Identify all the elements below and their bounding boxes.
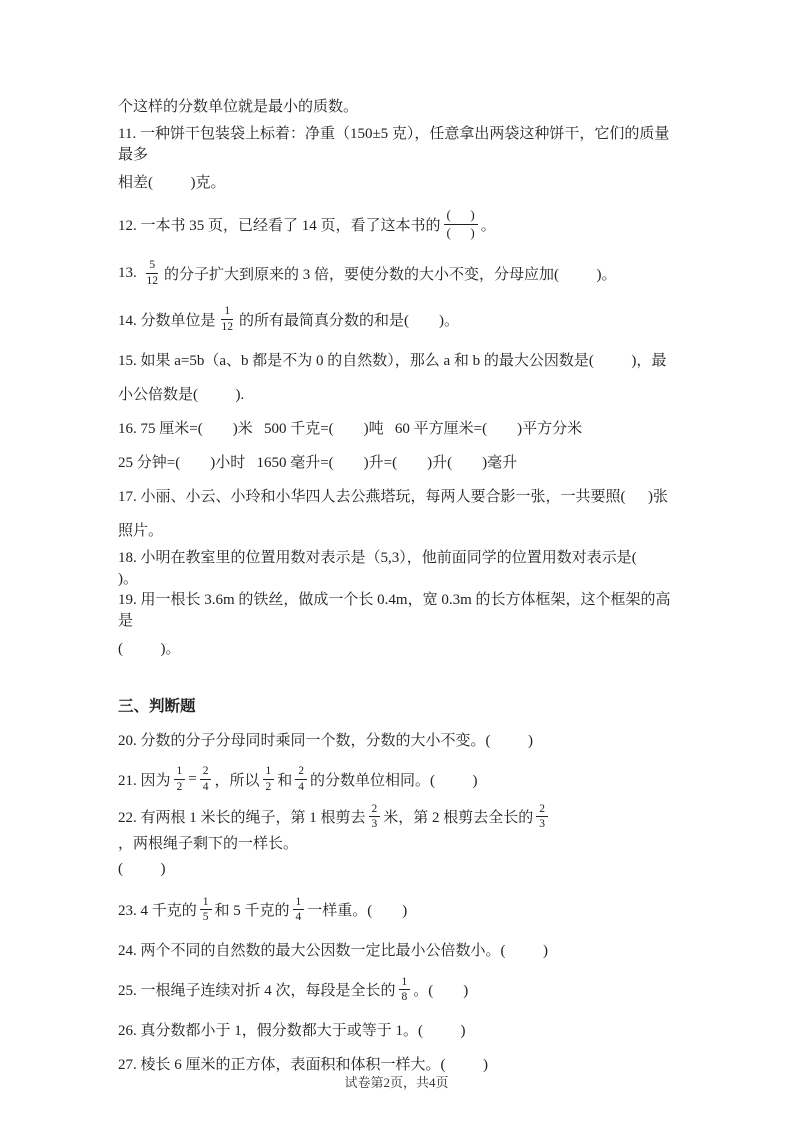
question-line [118,546,680,588]
fraction-numerator: 2 [369,802,381,817]
question-line [118,342,680,376]
fraction-numerator: 2 [295,764,307,779]
fraction [144,258,162,288]
fraction [263,764,275,794]
text-run: 个这样的分数单位就是最小的质数。 [118,98,359,115]
text-run: 14. 分数单位是 [118,312,216,329]
fraction [369,802,381,832]
question-line [118,630,680,664]
page-footer: 试卷第2页，共4页 [344,1075,449,1090]
text-run: ( ) [118,861,166,878]
text-run: 一样重。( ) [307,903,408,920]
fraction-denominator: 5 [202,911,209,924]
text-run: 的所有最简真分数的和是( )。 [239,312,460,329]
question-line [118,444,680,478]
blank-fraction [444,207,478,241]
fraction-denominator: 2 [176,780,183,793]
fraction-numerator: 1 [263,764,275,779]
question-line [118,376,680,410]
question-line [118,122,680,164]
text-run: 27. 棱长 6 厘米的正方体，表面积和体积一样大。( ) [118,1057,488,1074]
text-run: 24. 两个不同的自然数的最大公因数一定比最小公倍数小。( ) [118,943,548,960]
fraction [219,304,237,334]
fraction-denominator: 8 [401,991,408,1004]
question-line [118,722,680,756]
fraction-denominator: 4 [295,911,302,924]
text-run: 25 分钟=( )小时 1650 毫升=( )升=( )升( )毫升 [118,454,518,471]
fraction [293,895,305,925]
text-run: 20. 分数的分子分母同时乘同一个数，分数的大小不变。( ) [118,732,533,749]
text-run: ，所以 [214,772,260,789]
fraction-denominator: 12 [146,274,158,287]
text-run: 和 5 千克的 [214,903,290,920]
text-run: 相差( )克。 [118,174,226,191]
question-line [118,88,680,122]
fraction-denominator: 4 [298,780,305,793]
fraction-numerator: 1 [399,975,411,990]
question-line [118,933,680,967]
fraction-numerator: 1 [200,895,212,910]
fraction [536,802,548,832]
question-line [118,512,680,546]
question-line [118,887,680,933]
question-line [118,198,680,250]
fraction-denominator: 12 [221,320,234,333]
text-run: 。( ) [413,983,469,1000]
fraction [174,764,186,794]
fraction [200,895,212,925]
text-run: 23. 4 千克的 [118,903,197,920]
fraction-numerator: 5 [146,258,158,273]
question-line [118,164,680,198]
question-line [118,410,680,444]
text-run: 17. 小丽、小云、小玲和小华四人去公燕塔玩，每两人要合影一张，一共要照( )张 [118,488,668,505]
text-run: 26. 真分数都小于 1，假分数都大于或等于 1。( ) [118,1023,466,1040]
fraction-denominator: ( ) [446,224,475,240]
fraction-numerator: 2 [536,802,548,817]
text-run: ，两根绳子剩下的一样长。 [118,835,299,852]
question-line [118,853,680,887]
document-body [118,88,680,1081]
fraction-denominator: 4 [202,780,209,793]
text-run: 的分数单位相同。( ) [310,772,478,789]
text-run: 的分子扩大到原来的 3 倍，要使分数的大小不变，分母应加( )。 [164,266,617,283]
fraction-numerator: 1 [174,764,186,779]
text-run: 15. 如果 a=5b（a、b 都是不为 0 的自然数），那么 a 和 b 的最大公因数是( )，最 [118,352,667,369]
fraction [200,764,212,794]
text-run: 照片。 [118,522,164,539]
question-line [118,802,680,853]
text-run: 12. 一本书 35 页，已经看了 14 页，看了这本书的 [118,217,441,234]
question-line [118,478,680,512]
text-run: 13. [118,264,141,281]
text-run: 21. 因为 [118,772,171,789]
text-run: 22. 有两根 1 米长的绳子，第 1 根剪去 [118,810,366,827]
question-line [118,967,680,1013]
fraction-denominator: 3 [539,818,546,831]
fraction-numerator: 2 [200,764,212,779]
question-line [118,296,680,342]
fraction-denominator: 3 [371,818,378,831]
question-line [118,1013,680,1047]
text-run: 小公倍数是( ). [118,386,245,403]
fraction-numerator: 1 [221,304,233,319]
fraction-numerator: ( ) [444,207,478,224]
question-line [118,588,680,630]
text-run: 三、判断题 [118,698,196,715]
text-run: 。 [480,217,496,234]
text-run: = [188,770,197,787]
text-run: 18. 小明在教室里的位置用数对表示是（5,3），他前面同学的位置用数对表示是( )。 [118,550,675,587]
fraction-denominator: 2 [265,780,272,793]
fraction [399,975,411,1005]
text-run: 11. 一种饼干包装袋上标着：净重（150±5 克），任意拿出两袋这种饼干，它们的质量最多 [118,126,670,163]
question-line [118,250,680,296]
fraction-numerator: 1 [293,895,305,910]
section-heading [118,688,680,722]
text-run: 25. 一根绳子连续对折 4 次，每段是全长的 [118,983,396,1000]
question-line [118,756,680,802]
text-run: 19. 用一根长 3.6m 的铁丝，做成一个长 0.4m，宽 0.3m 的长方体框架，这个框架的高是 [118,592,671,629]
text-run: 和 [277,772,293,789]
text-run: 米，第 2 根剪去全长的 [383,810,534,827]
text-run: ( )。 [118,640,181,657]
fraction [295,764,307,794]
text-run: 16. 75 厘米=( )米 500 千克=( )吨 60 平方厘米=( )平方分米 [118,420,583,437]
